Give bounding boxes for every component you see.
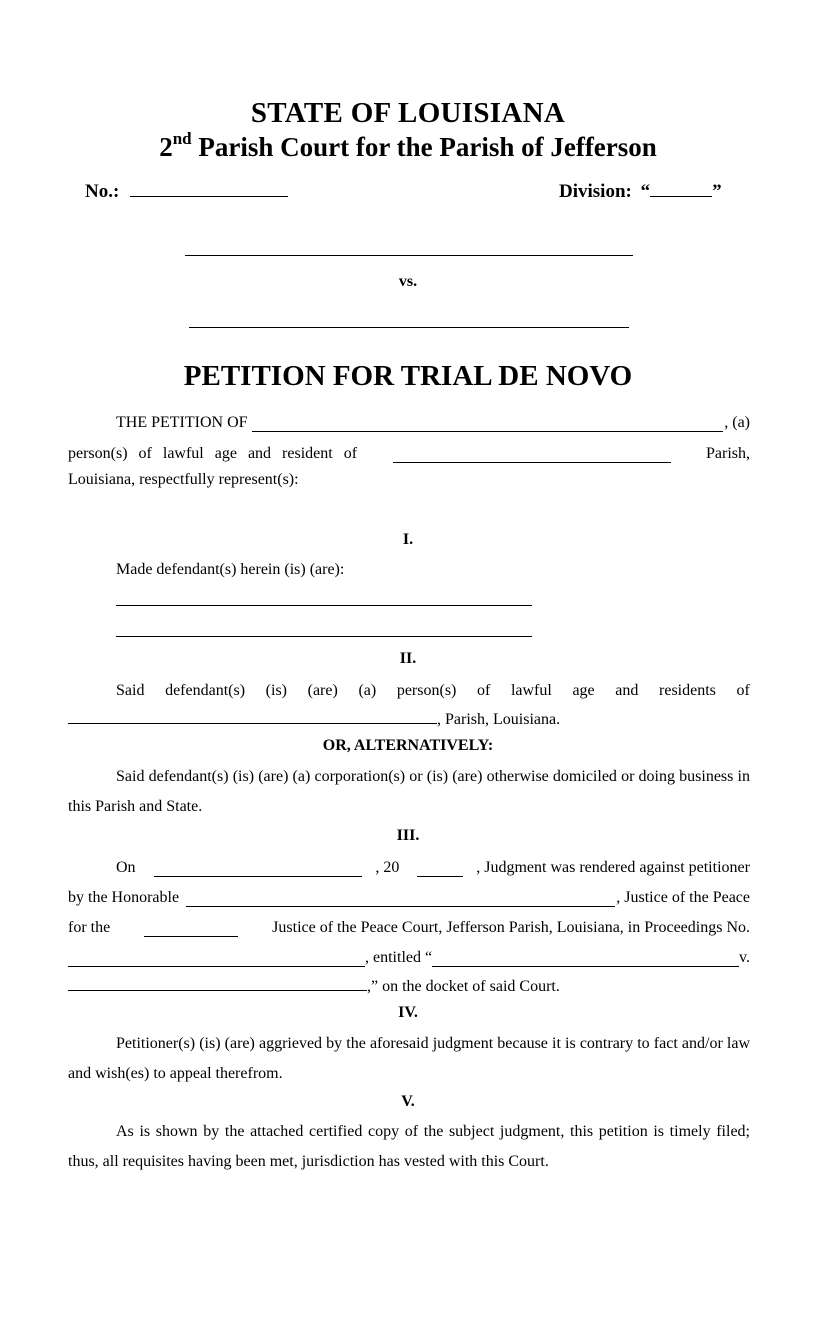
s2-word: of	[736, 682, 750, 699]
s3-on: On	[116, 859, 136, 876]
intro-text-2: , (a)	[724, 414, 750, 431]
s2-word: of	[477, 682, 491, 699]
section-2-line-2-suffix: , Parish, Louisiana.	[437, 711, 561, 728]
s3-for-the: for the	[68, 919, 111, 936]
s2-word: person(s)	[396, 682, 457, 699]
s2-word: (are)	[307, 682, 338, 699]
plaintiff-title-blank[interactable]	[432, 951, 739, 967]
section-3-line-2	[68, 885, 750, 907]
proceedings-number-blank[interactable]	[68, 951, 365, 967]
s2-word: lawful	[510, 682, 552, 699]
intro-text-3-right: Parish,	[706, 445, 750, 462]
section-4-text: Petitioner(s) (is) (are) aggrieved by the aforesaid judgment because it is contrary to fact and/or law and wish(es) to appeal therefrom.	[68, 1035, 750, 1082]
defendant-line[interactable]	[189, 327, 629, 328]
s2-word: defendant(s)	[165, 682, 246, 699]
section-1-heading: I.	[402, 531, 414, 548]
section-5-heading: V.	[401, 1093, 415, 1110]
section-2-heading: II.	[399, 650, 417, 667]
section-5-paragraph	[68, 1117, 750, 1177]
intro-text-4: Louisiana, respectfully represent(s):	[68, 471, 299, 488]
intro-line-2	[68, 441, 750, 463]
residence-blank[interactable]	[68, 708, 437, 724]
section-1-text: Made defendant(s) herein (is) (are):	[116, 561, 345, 578]
division-open-quote: “	[640, 181, 651, 202]
s3-docket: ,” on the docket of said Court.	[367, 978, 560, 995]
case-number-blank[interactable]	[130, 181, 288, 197]
division-label: Division:	[559, 181, 632, 202]
case-number-label: No.:	[85, 181, 120, 202]
court-heading	[0, 131, 816, 163]
section-4-heading: IV.	[398, 1004, 418, 1021]
s2-word: (is)	[265, 682, 287, 699]
s3-twenty: , 20	[375, 859, 400, 876]
division-field	[559, 181, 722, 203]
s3-versus: v.	[739, 949, 750, 966]
justice-name-blank[interactable]	[186, 891, 615, 907]
intro-text-3: person(s) of lawful age and resident of	[68, 445, 358, 462]
court-name: Parish Court for the Parish of Jefferson	[191, 132, 657, 162]
judgment-year-blank[interactable]	[417, 861, 463, 877]
s3-court: Justice of the Peace Court, Jefferson Parish, Louisiana, in Proceedings No.	[272, 919, 750, 936]
section-2-alt-paragraph	[68, 762, 750, 822]
intro-text-1: THE PETITION OF	[116, 414, 248, 431]
s2-word: residents	[659, 682, 716, 699]
petitioner-blank[interactable]	[252, 416, 724, 432]
s3-entitled: , entitled “	[365, 949, 433, 966]
section-3-heading: III.	[396, 827, 420, 844]
parish-blank[interactable]	[393, 447, 671, 463]
court-ordinal-suffix: nd	[172, 129, 192, 148]
versus-label: vs.	[398, 273, 418, 290]
court-ward-blank[interactable]	[144, 921, 238, 937]
section-4-paragraph	[68, 1029, 750, 1089]
defendant-title-blank[interactable]	[68, 975, 367, 991]
defendant-name-line-2[interactable]	[116, 636, 532, 637]
defendant-name-line-1[interactable]	[116, 605, 532, 606]
section-2-alt-text: Said defendant(s) (is) (are) (a) corporation(s) or (is) (are) otherwise domiciled or doing business in this Parish and State.	[68, 768, 750, 815]
s2-word: age	[572, 682, 595, 699]
division-blank[interactable]	[650, 181, 712, 197]
case-number-field	[85, 181, 288, 203]
s3-honorable: by the Honorable	[68, 889, 180, 906]
section-3-line-1	[68, 855, 750, 877]
s3-justice: , Justice of the Peace	[616, 889, 750, 906]
document-title: PETITION FOR TRIAL DE NOVO	[183, 360, 633, 392]
section-2-line-1	[116, 678, 750, 700]
state-heading: STATE OF LOUISIANA	[250, 97, 566, 129]
plaintiff-line[interactable]	[185, 255, 633, 256]
s3-rendered: , Judgment was rendered against petitioner	[476, 859, 750, 876]
s2-word: and	[615, 682, 639, 699]
alternatively-heading: OR, ALTERNATIVELY:	[322, 737, 494, 754]
section-3-line-5	[68, 975, 560, 996]
section-3-line-4	[68, 945, 750, 967]
division-close-quote: ”	[712, 181, 722, 202]
section-3-line-3	[68, 915, 750, 937]
s2-word: Said	[116, 682, 145, 699]
section-5-text: As is shown by the attached certified copy of the subject judgment, this petition is timely filed; thus, all requisites having been met, jurisdiction has vested with this Court.	[68, 1123, 750, 1170]
court-ordinal: 2	[159, 132, 173, 162]
judgment-date-blank[interactable]	[154, 861, 362, 877]
section-2-line-2	[68, 708, 560, 729]
s2-word: (a)	[358, 682, 377, 699]
intro-line-1	[68, 410, 750, 432]
